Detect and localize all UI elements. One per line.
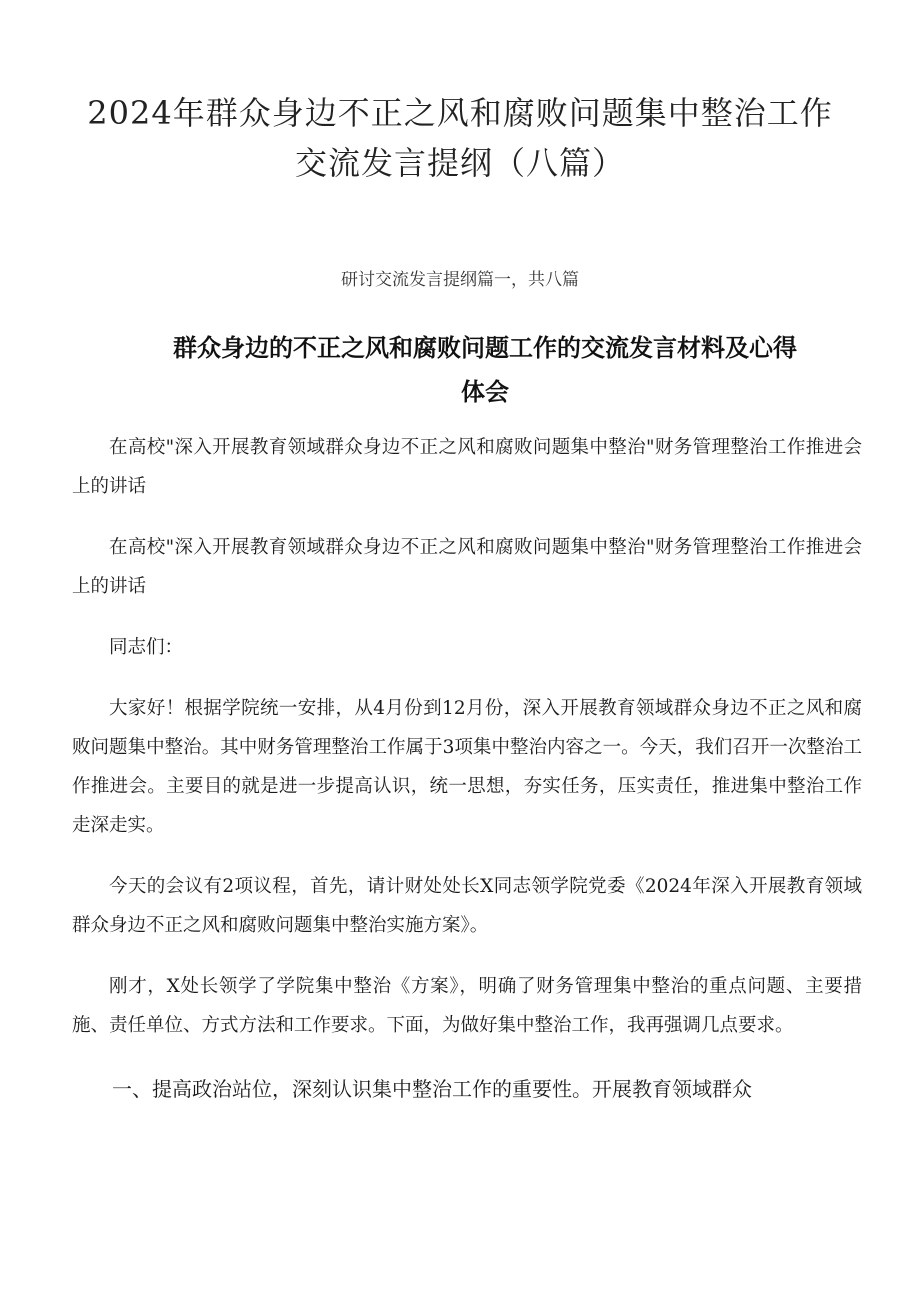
section-heading-line-2: 体会 [461,378,509,406]
document-subtitle: 研讨交流发言提纲篇一，共八篇 [341,270,579,290]
paragraph-2: 在高校"深入开展教育领域群众身边不正之风和腐败问题集中整治"财务管理整治工作推进会上的讲话 [72,537,862,597]
paragraph-5: 今天的会议有2项议程，首先，请计财处处长X同志领学院党委《2024年深入开展教育领域群众身边不正之风和腐败问题集中整治实施方案》。 [72,876,862,936]
paragraph-6: 刚才，X处长领学了学院集中整治《方案》，明确了财务管理集中整治的重点问题、主要措施、责任单位、方式方法和工作要求。下面，为做好集中整治工作，我再强调几点要求。 [72,976,862,1036]
document-body [72,428,862,1133]
paragraph-4: 大家好！根据学院统一安排，从4月份到12月份，深入开展教育领域群众身边不正之风和腐败问题集中整治。其中财务管理整治工作属于3项集中整治内容之一。今天，我们召开一次整治工作推进会。主要目的就是进一步提高认识，统一思想，夯实任务，压实责任，推进集中整治工作走深走实。 [72,698,862,836]
document-title-line-2: 交流发言提纲（八篇） [294,144,625,182]
paragraph-7: 一、提高政治站位，深刻认识集中整治工作的重要性。开展教育领域群众 [112,1077,752,1101]
section-heading [100,326,870,414]
paragraph-1: 在高校"深入开展教育领域群众身边不正之风和腐败问题集中整治"财务管理整治工作推进会上的讲话 [72,437,862,497]
section-heading-line-1: 群众身边的不正之风和腐败问题工作的交流发言材料及心得 [173,334,797,362]
document-title [64,88,856,188]
document-title-line-1: 2024年群众身边不正之风和腐败问题集中整治工作 [87,94,833,132]
salutation: 同志们： [109,637,184,658]
